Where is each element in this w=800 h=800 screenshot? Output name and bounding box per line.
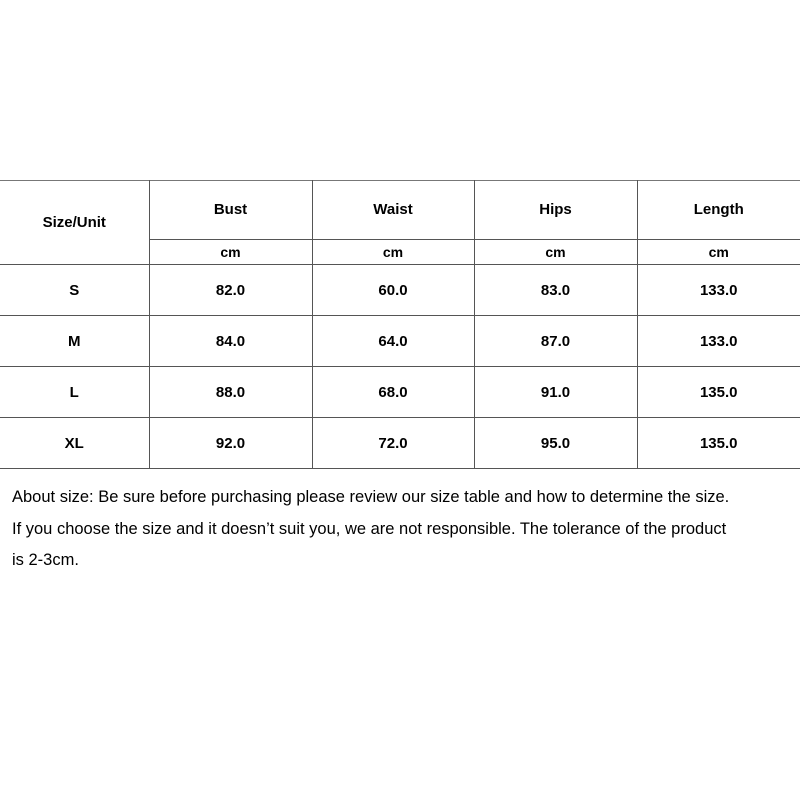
hips-value-cell: 95.0 <box>474 418 637 469</box>
bust-value-cell: 88.0 <box>149 367 312 418</box>
unit-cell-hips: cm <box>474 240 637 265</box>
unit-cell-waist: cm <box>312 240 474 265</box>
size-label-cell: XL <box>0 418 149 469</box>
bust-value-cell: 92.0 <box>149 418 312 469</box>
hips-value-cell: 91.0 <box>474 367 637 418</box>
unit-cell-length: cm <box>637 240 800 265</box>
disclaimer-line: About size: Be sure before purchasing please review our size table and how to determine the size. <box>12 488 730 506</box>
waist-value-cell: 72.0 <box>312 418 474 469</box>
size-unit-header: Size/Unit <box>0 181 149 265</box>
length-value-cell: 133.0 <box>637 265 800 316</box>
size-disclaimer-text <box>12 482 796 577</box>
size-label-cell: S <box>0 265 149 316</box>
length-value-cell: 135.0 <box>637 367 800 418</box>
table-row <box>0 367 800 418</box>
header-row <box>0 181 800 240</box>
length-value-cell: 133.0 <box>637 316 800 367</box>
waist-value-cell: 60.0 <box>312 265 474 316</box>
bust-value-cell: 84.0 <box>149 316 312 367</box>
hips-value-cell: 83.0 <box>474 265 637 316</box>
hips-value-cell: 87.0 <box>474 316 637 367</box>
table-row <box>0 265 800 316</box>
column-header-bust: Bust <box>149 181 312 240</box>
column-header-length: Length <box>637 181 800 240</box>
waist-value-cell: 68.0 <box>312 367 474 418</box>
bust-value-cell: 82.0 <box>149 265 312 316</box>
column-header-waist: Waist <box>312 181 474 240</box>
table-row <box>0 316 800 367</box>
size-label-cell: L <box>0 367 149 418</box>
disclaimer-line: If you choose the size and it doesn’t suit you, we are not responsible. The tolerance of the product <box>12 519 727 538</box>
size-label-cell: M <box>0 316 149 367</box>
disclaimer-line: is 2-3cm. <box>12 551 79 569</box>
waist-value-cell: 64.0 <box>312 316 474 367</box>
column-header-hips: Hips <box>474 181 637 240</box>
size-chart-table <box>0 180 800 469</box>
length-value-cell: 135.0 <box>637 418 800 469</box>
unit-cell-bust: cm <box>149 240 312 265</box>
table-row <box>0 418 800 469</box>
